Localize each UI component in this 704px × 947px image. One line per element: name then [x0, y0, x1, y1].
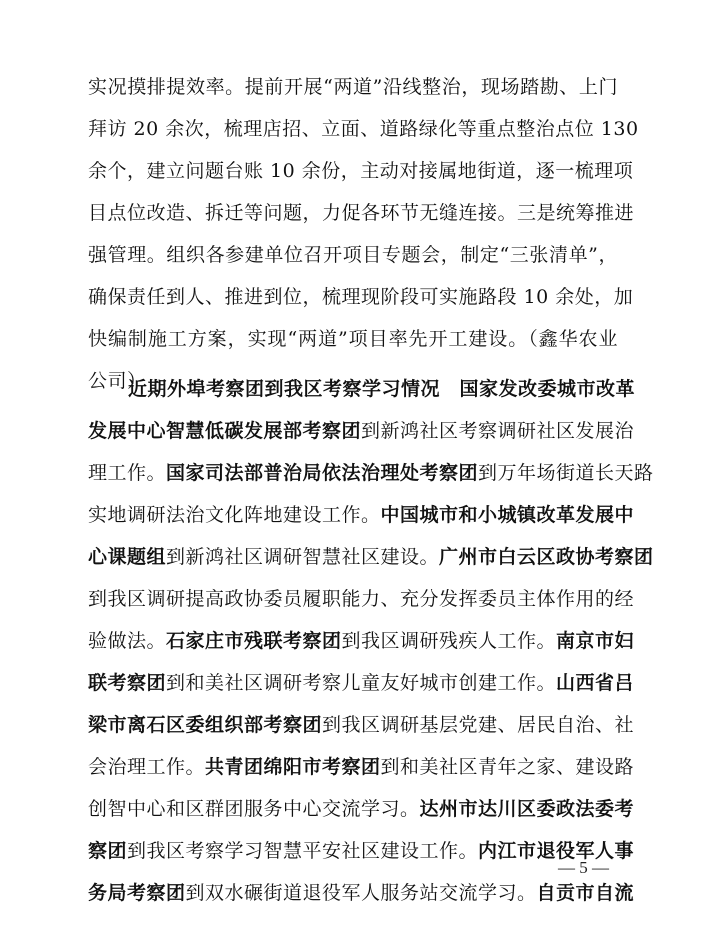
delegation-activity: 到我区调研提高政协委员履职能力、充分发挥委员主体作用的经: [88, 588, 635, 610]
text-line: [88, 368, 636, 410]
delegation-activity: 验做法。: [88, 630, 167, 652]
delegation-activity: 到万年场街道长天路: [478, 462, 654, 484]
text-line: [88, 410, 635, 452]
text-line: 确保责任到人、推进到位，梳理现阶段可实施路段 10 余处，加: [88, 286, 634, 308]
delegation-name: 达州市达川区委政法委考: [419, 798, 635, 820]
delegation-name: 自贡市自流: [536, 882, 635, 904]
delegation-name: 联考察团: [88, 672, 167, 694]
delegation-activity: 创智中心和区群团服务中心交流学习。: [88, 798, 420, 820]
text-line: [88, 620, 635, 662]
section-heading: 近期外埠考察团到我区考察学习情况: [128, 378, 441, 400]
text-line: 实况摸排提效率。提前开展“两道”沿线整治，现场踏勘、上门: [88, 76, 618, 98]
delegation-activity: 实地调研法治文化阵地建设工作。: [88, 504, 381, 526]
delegation-name: 中国城市和小城镇改革发展中: [380, 504, 635, 526]
paragraph-continuation: [88, 66, 639, 402]
delegation-activity: 到新鸿社区考察调研社区发展治: [361, 420, 635, 442]
text-line: [88, 746, 635, 788]
text-line: 目点位改造、拆迁等问题，力促各环节无缝连接。三是统筹推进: [88, 202, 635, 224]
delegation-name: 石家庄市残联考察团: [166, 630, 342, 652]
text-line: 余个，建立问题台账 10 余份，主动对接属地街道，逐一梳理项: [88, 160, 634, 182]
delegation-name: 山西省吕: [556, 672, 635, 694]
paragraph-delegations: [88, 368, 654, 914]
delegation-activity: 到和美社区青年之家、建设路: [380, 756, 635, 778]
text-line: [88, 662, 635, 704]
delegation-activity: 到双水碾街道退役军人服务站交流学习。: [185, 882, 537, 904]
delegation-name: 内江市退役军人事: [478, 840, 635, 862]
delegation-name: 共青团绵阳市考察团: [205, 756, 381, 778]
delegation-activity: 到我区调研基层党建、居民自治、社: [322, 714, 635, 736]
delegation-activity: 理工作。: [88, 462, 167, 484]
text-line: 快编制施工方案，实现“两道”项目率先开工建设。（鑫华农业: [88, 328, 618, 350]
delegation-name: 国家司法部普治局依法治理处考察团: [166, 462, 479, 484]
delegation-activity: 到新鸿社区调研智慧社区建设。: [166, 546, 440, 568]
delegation-name: 国家发改委城市改革: [459, 378, 636, 400]
delegation-activity: 到和美社区调研考察儿童友好城市创建工作。: [166, 672, 557, 694]
delegation-activity: 会治理工作。: [88, 756, 206, 778]
page-number: — 5 —: [558, 858, 609, 877]
text-line: 公司）: [88, 370, 147, 392]
delegation-name: 察团: [88, 840, 128, 862]
text-line: [88, 788, 635, 830]
delegation-name: 梁市离石区委组织部考察团: [88, 714, 323, 736]
text-line: [88, 578, 635, 620]
delegation-name: 广州市白云区政协考察团: [439, 546, 654, 568]
text-line: [88, 494, 635, 536]
text-line: [88, 452, 654, 494]
delegation-name: 心课题组: [88, 546, 167, 568]
delegation-name: 务局考察团: [88, 882, 186, 904]
text-line: 强管理。组织各参建单位召开项目专题会，制定“三张清单”，: [88, 244, 618, 266]
delegation-activity: 到我区调研残疾人工作。: [341, 630, 557, 652]
delegation-name: 南京市妇: [556, 630, 635, 652]
delegation-activity: 到我区考察学习智慧平安社区建设工作。: [127, 840, 479, 862]
text-line: [88, 872, 635, 914]
text-line: 拜访 20 余次，梳理店招、立面、道路绿化等重点整治点位 130: [88, 118, 639, 140]
text-line: [88, 830, 635, 872]
delegation-name: 发展中心智慧低碳发展部考察团: [88, 420, 362, 442]
text-line: [88, 704, 635, 746]
text-line: [88, 536, 654, 578]
